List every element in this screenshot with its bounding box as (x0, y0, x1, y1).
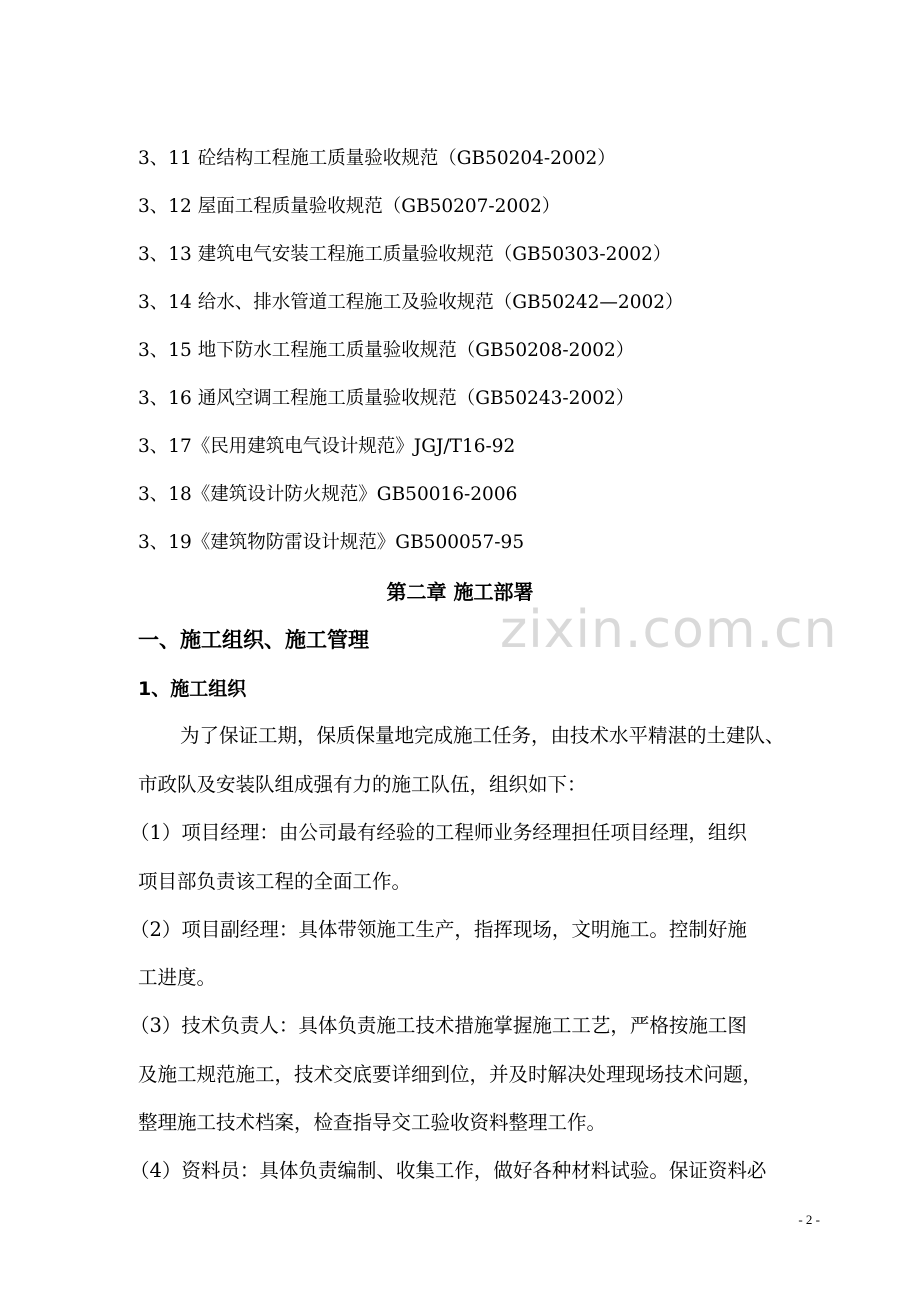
body-line: 市政队及安装队组成强有力的施工队伍，组织如下： (138, 773, 587, 796)
reference-item: 3、18《建筑设计防火规范》GB50016-2006 (138, 484, 518, 505)
reference-item: 3、13 建筑电气安装工程施工质量验收规范（GB50303-2002） (138, 244, 672, 265)
subsection-heading: 1、施工组织 (138, 678, 247, 700)
reference-item: 3、11 砼结构工程施工质量验收规范（GB50204-2002） (138, 148, 616, 169)
body-line: 工进度。 (138, 966, 217, 989)
body-line: 项目部负责该工程的全面工作。 (138, 870, 412, 893)
reference-item: 3、12 屋面工程质量验收规范（GB50207-2002） (138, 196, 561, 217)
reference-item: 3、16 通风空调工程施工质量验收规范（GB50243-2002） (138, 388, 635, 409)
chapter-title: 第二章 施工部署 (386, 580, 534, 604)
reference-item: 3、15 地下防水工程施工质量验收规范（GB50208-2002） (138, 340, 635, 361)
body-line: （1）项目经理：由公司最有经验的工程师业务经理担任项目经理，组织 (130, 821, 747, 844)
section-heading: 一、施工组织、施工管理 (138, 628, 369, 652)
body-line: （3）技术负责人：具体负责施工技术措施掌握施工工艺，严格按施工图 (130, 1014, 747, 1037)
reference-item: 3、19《建筑物防雷设计规范》GB500057-95 (138, 532, 525, 553)
watermark: zixin.com.cn (500, 600, 838, 660)
body-line: 为了保证工期，保质保量地完成施工任务，由技术水平精湛的土建队、 (180, 724, 785, 747)
body-line: （2）项目副经理：具体带领施工生产，指挥现场，文明施工。控制好施 (130, 918, 747, 941)
body-line: （4）资料员：具体负责编制、收集工作，做好各种材料试验。保证资料必 (130, 1159, 767, 1182)
page-number: - 2 - (798, 1212, 820, 1227)
body-line: 整理施工技术档案，检查指导交工验收资料整理工作。 (138, 1111, 607, 1134)
reference-item: 3、17《民用建筑电气设计规范》JGJ/T16-92 (138, 436, 516, 457)
reference-item: 3、14 给水、排水管道工程施工及验收规范（GB50242—2002） (138, 292, 684, 313)
body-line: 及施工规范施工，技术交底要详细到位，并及时解决处理现场技术问题， (138, 1063, 763, 1086)
